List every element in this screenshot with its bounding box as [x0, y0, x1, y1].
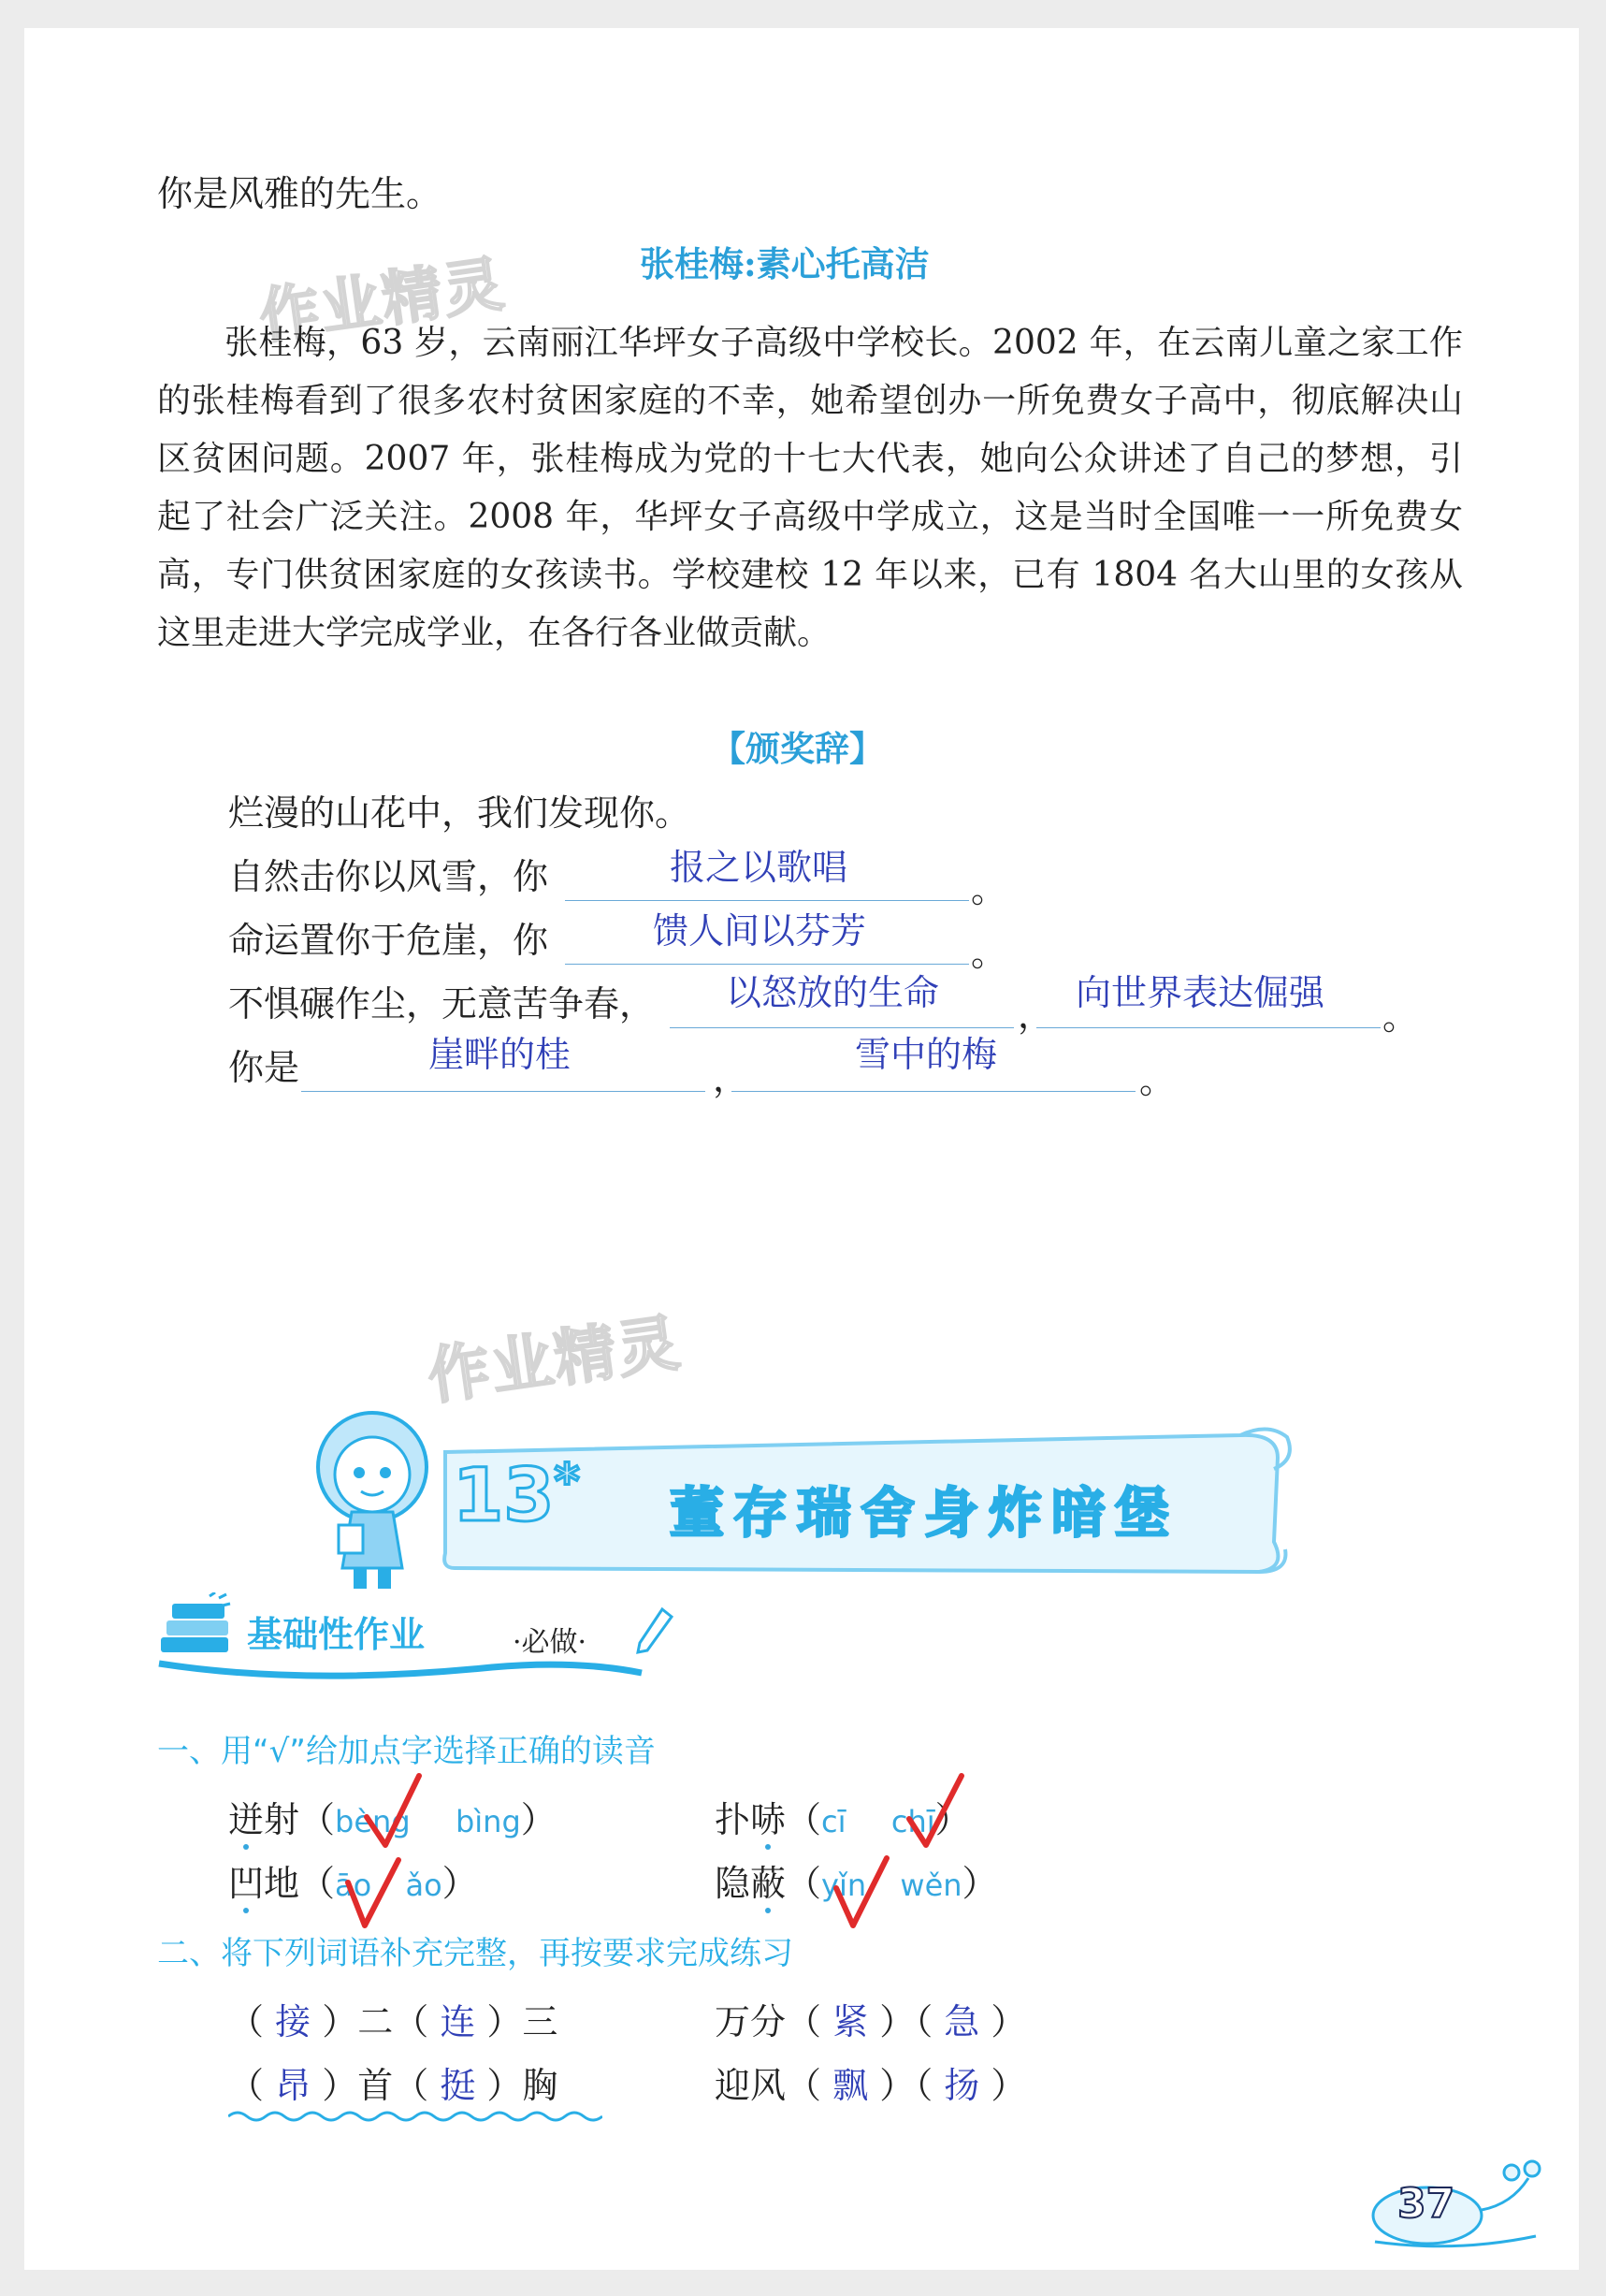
answer-6: 雪中的梅 — [855, 1034, 998, 1075]
award-line-3-prefix: 命运置你于危崖，你 — [228, 920, 549, 961]
q1-item-2-char: 扑 — [715, 1799, 751, 1840]
q2-chars: 迎风 — [715, 2065, 787, 2106]
q1-item-4: 隐蔽（yǐn wěn） — [715, 1863, 998, 1904]
q2-row-1-idiom-1: （ 接 ）二（ 连 ）三 — [228, 2001, 558, 2042]
check-mark-icon — [904, 1770, 969, 1854]
q1-item-3-dotted-char: 凹 — [228, 1863, 265, 1904]
award-line-2 — [228, 848, 548, 899]
award-line-5 — [228, 1039, 299, 1090]
answer-blank-1 — [565, 900, 969, 901]
q1-item-1-opt1[interactable]: bèng — [335, 1804, 411, 1839]
award-line-5-prefix: 你是 — [228, 1047, 300, 1088]
period-2: 。 — [971, 933, 1007, 974]
q2-fill[interactable]: 紧 — [832, 2001, 869, 2042]
page-number: 37 — [1397, 2180, 1455, 2228]
q1-item-4-opt1[interactable]: yǐn — [821, 1867, 867, 1903]
q2-char: 二 — [357, 2001, 394, 2042]
answer-blank-5 — [301, 1091, 705, 1092]
watermark: 作业精灵 — [254, 249, 510, 353]
q2-row-2-idiom-2: 迎风（ 飘 ）（ 扬 ） — [715, 2065, 1027, 2106]
lesson-title: 董存瑞舍身炸暗堡 — [670, 1481, 1179, 1545]
q2-fill[interactable]: 急 — [944, 2001, 980, 2042]
q2-fill[interactable]: 昂 — [275, 2065, 311, 2106]
period-4: 。 — [1139, 1060, 1176, 1101]
q1-item-2-dotted-char: 哧 — [750, 1799, 787, 1840]
q1-item-2-opt1[interactable]: cī — [821, 1804, 846, 1839]
comma-2: ， — [713, 1058, 749, 1099]
pencil-icon — [634, 1606, 675, 1656]
q2-char: 胸 — [522, 2065, 558, 2106]
period-1: 。 — [971, 869, 1007, 910]
q2-char: 三 — [522, 2001, 558, 2042]
q1-item-3-char: 地 — [264, 1863, 300, 1904]
answer-blank-4 — [1036, 1027, 1381, 1028]
q1-item-1-opt2[interactable]: bìng — [455, 1804, 521, 1839]
q1-item-3: 凹地（āo ǎo） — [228, 1863, 478, 1904]
q1-item-3-opt2[interactable]: ǎo — [405, 1867, 442, 1903]
wavy-underline — [228, 2107, 602, 2126]
award-line-4 — [228, 975, 655, 1026]
award-line-4-prefix: 不惧碾作尘，无意苦争春， — [228, 983, 656, 1024]
q2-chars: 万分 — [715, 2001, 787, 2042]
q2-title: 二、将下列词语补充完整，再按要求完成练习 — [157, 1935, 793, 1972]
q2-fill[interactable]: 飘 — [832, 2065, 869, 2106]
q2-fill[interactable]: 接 — [275, 2001, 311, 2042]
paragraph-text: 张桂梅，63 岁，云南丽江华坪女子高级中学校长。2002 年，在云南儿童之家工作的张桂梅看到了很多农村贫困家庭的不幸，她希望创办一所免费女子高中，彻底解决山区贫困问题。2007 年，张桂梅成为党的十七大代表，她向公众讲述了自己的梦想，引起了社会广泛关注。2008 年，华坪女子高级中学成立，这是当时全国唯一一所免费女高，专门供贫困家庭的女孩读书。学校建校 12 年以来，已有 1804 名大山里的女孩从这里走进大学完成学业，在各行各业做贡献。 — [157, 324, 1463, 652]
workbook-page — [24, 28, 1579, 2270]
q1-item-3-opt1[interactable]: āo — [335, 1867, 372, 1903]
q1-item-2-opt2[interactable]: chī — [890, 1804, 935, 1839]
lesson-number-text: 13 — [453, 1454, 555, 1538]
q1-item-4-char: 隐 — [715, 1863, 751, 1904]
q2-row-1-idiom-2: 万分（ 紧 ）（ 急 ） — [715, 2001, 1027, 2042]
comma-1: ， — [1018, 995, 1054, 1036]
lesson-number — [453, 1454, 580, 1538]
award-line-1: 烂漫的山花中，我们发现你。 — [228, 792, 691, 834]
section-paragraph — [157, 314, 1463, 662]
section-title: 张桂梅:素心托高洁 — [640, 243, 930, 284]
q1-title: 一、用“√”给加点字选择正确的读音 — [157, 1733, 656, 1770]
homework-label: 基础性作业 — [247, 1614, 426, 1655]
answer-1: 报之以歌唱 — [670, 847, 848, 888]
award-line-3 — [228, 911, 548, 963]
award-title: 【颁奖辞】 — [711, 728, 884, 769]
q1-item-1: 迸射（bèng bìng） — [228, 1799, 557, 1840]
q1-item-1-char: 射 — [264, 1799, 300, 1840]
girl-mascot-icon — [318, 1413, 427, 1589]
answer-4: 向世界表达倔强 — [1076, 972, 1325, 1013]
q1-item-1-dotted-char: 迸 — [228, 1799, 265, 1840]
q2-fill[interactable]: 连 — [440, 2001, 476, 2042]
q1-item-2: 扑哧（cī chī） — [715, 1799, 971, 1840]
answer-blank-6 — [731, 1091, 1136, 1092]
q2-char: 首 — [357, 2065, 394, 2106]
intro-line: 你是风雅的先生。 — [157, 173, 442, 214]
answer-5: 崖畔的桂 — [428, 1034, 572, 1075]
homework-tag: ·必做· — [513, 1626, 587, 1659]
q1-item-4-dotted-char: 蔽 — [750, 1863, 787, 1904]
q2-row-2-idiom-1: （ 昂 ）首（ 挺 ）胸 — [228, 2065, 558, 2106]
answer-3: 以怒放的生命 — [726, 972, 940, 1013]
lesson-star: * — [554, 1454, 580, 1510]
period-3: 。 — [1382, 996, 1419, 1038]
q2-fill[interactable]: 挺 — [440, 2065, 476, 2106]
award-line-2-prefix: 自然击你以风雪，你 — [228, 856, 549, 897]
check-mark-icon — [361, 1770, 427, 1854]
q2-fill[interactable]: 扬 — [944, 2065, 980, 2106]
answer-2: 馈人间以芬芳 — [653, 910, 867, 952]
watermark-2: 作业精灵 — [423, 1306, 686, 1414]
check-mark-icon — [829, 1851, 894, 1944]
q1-item-4-opt2[interactable]: wěn — [900, 1867, 962, 1903]
